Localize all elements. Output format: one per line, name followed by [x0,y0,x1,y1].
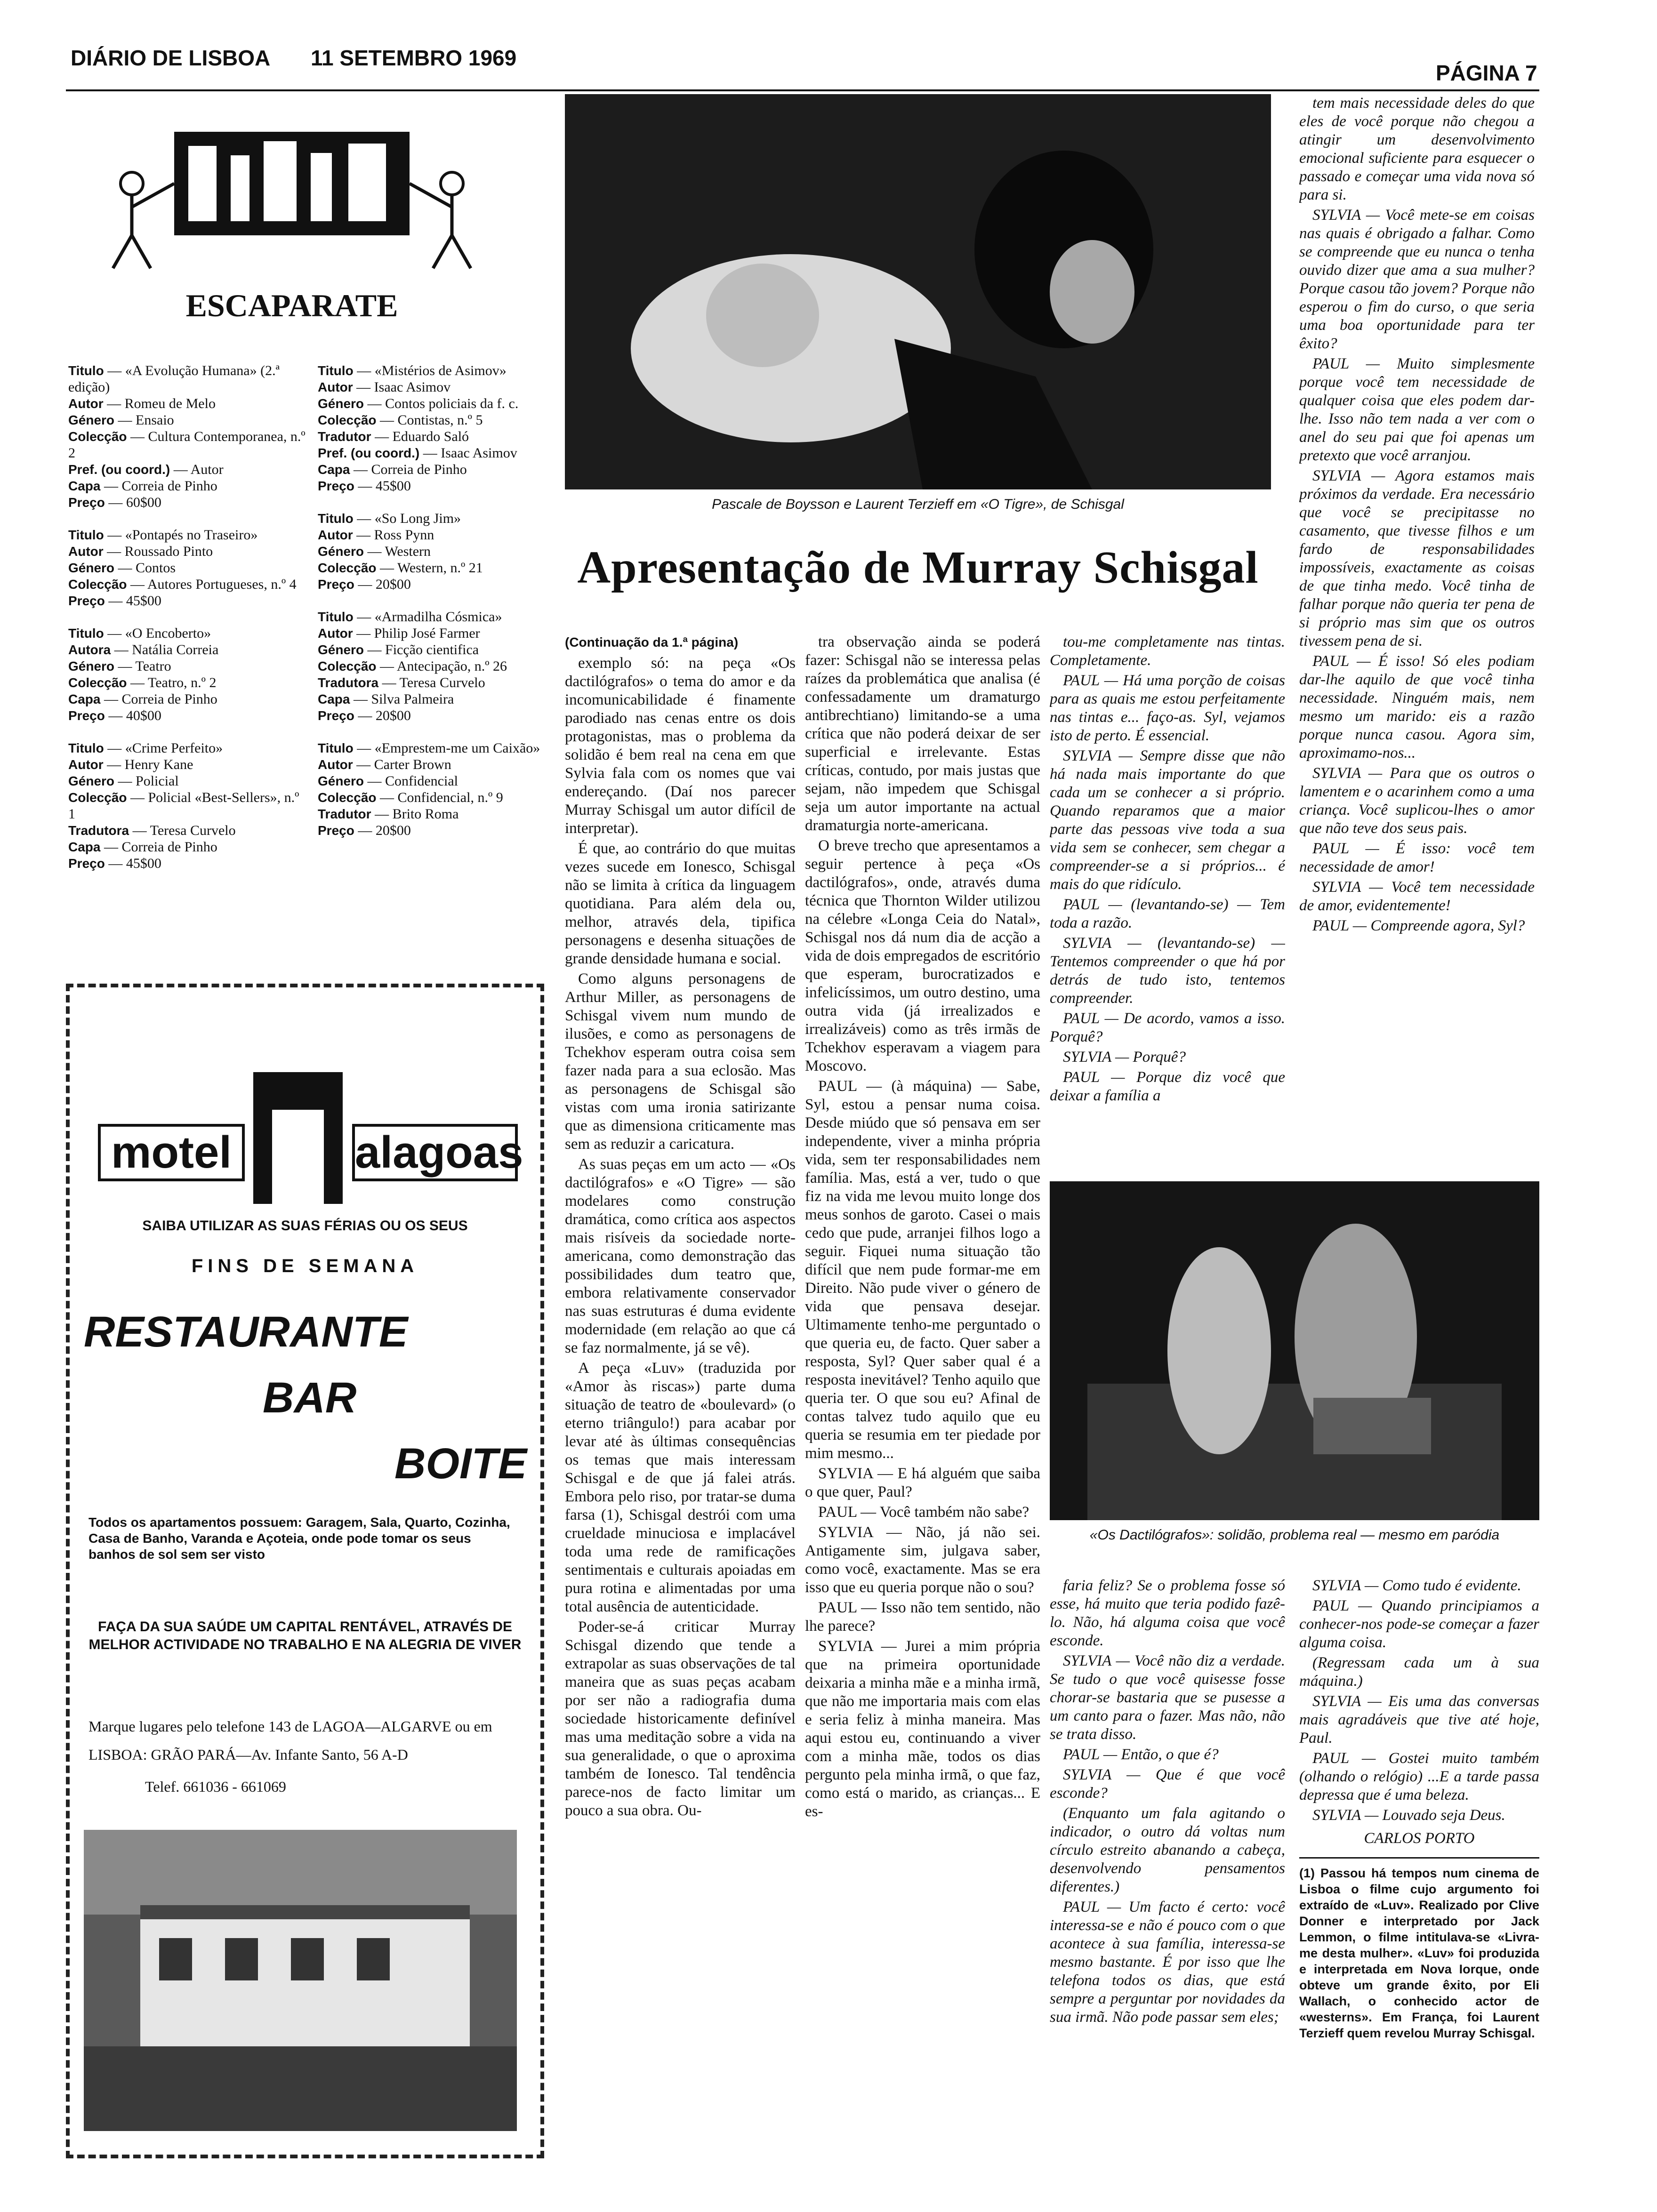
article-paragraph: É que, ao contrário do que muitas vezes sucede em Ionesco, Schisgal não se limita à crítica da linguagem quotidiana. Para além dela ou, melhor, através dela, tipifica personagens e desenha situações de grande densidade humana e social. [565,840,796,967]
footnote: (1) Passou há tempos num cinema de Lisboa o filme cujo argumento foi extraído de «Luv». Realizado por Clive Donner e interpretado por Jack Lemmon, o filme intitulava-se «Livra-me desta mulher». «Luv» foi produzida e interpretada em Nova Iorque, onde obteve um grande êxito, por Eli Wallach, o conhecido actor de «westerns». Em França, foi Laurent Terzieff quem revelou Murray Schisgal. [1299,1857,1539,2041]
book-entry-line: Género — Confidencial [318,773,458,789]
article-paragraph: tou-me completamente nas tintas. Completamente. [1050,633,1285,669]
article-column-3b [1050,1577,1285,2132]
column-3a-text [1050,633,1285,1105]
photo-o-tigre [565,94,1271,489]
article-paragraph: PAUL — Então, o que é? [1063,1746,1219,1763]
article-paragraph: PAUL — Um facto é certo: você interessa-se e não é pouco com o que acontece à sua família, interessa-se mesmo bastante. É por isso que lhe telefona todos os dias, que está sempre a perguntar por novidades da sua irmã. Não pode passar sem eles; [1050,1899,1285,2026]
book-entry [68,527,308,609]
book-entry-line: Capa — Correia de Pinho [68,691,217,707]
article-column-1 [565,633,796,2116]
column-1-text [565,654,796,1820]
book-entry [68,740,308,872]
article-paragraph: O breve trecho que apresentamos a seguir pertence à peça «Os dactilógrafos», onde, através duma técnica que Thornton Wilder utilizou na célebre «Longa Ceia do Natal», Schisgal nos dá num dia de acção a vida de dois empregados de escritório que esperam, burocratizados e infelicíssimos, um outro destino, uma outra vida (já irrealizados e irrealizáveis) como as três irmãs de Tchekhov esperavam a viagem para Moscovo. [805,837,1040,1074]
book-entry-line: Preço — 45$00 [68,856,161,871]
article-paragraph: (Regressam cada um à sua máquina.) [1299,1654,1539,1690]
article-paragraph: SYLVIA — Você tem necessidade de amor, evidentemente! [1299,879,1535,914]
book-entry-line: Colecção — Policial «Best-Sellers», n.º 1 [68,790,299,822]
article-paragraph: PAUL — (levantando-se) — Tem toda a razão. [1050,896,1285,931]
photo-o-tigre-caption: Pascale de Boysson e Laurent Terzieff em «O Tigre», de Schisgal [712,497,1124,512]
motel-photo [84,1830,517,2131]
newspaper-name: DIÁRIO DE LISBOA [71,46,271,70]
ad-bar: BAR [263,1374,357,1422]
book-entry-line: Titulo — «So Long Jim» [318,511,461,526]
book-entry-line: Tradutor — Brito Roma [318,806,459,822]
article-headline: Apresentação de Murray Schisgal [577,542,1259,593]
column-4b-text [1299,1577,1539,1825]
issue-date: 11 SETEMBRO 1969 [311,46,517,70]
book-entry-line: Colecção — Autores Portugueses, n.º 4 [68,577,297,592]
book-entry-line: Género — Policial [68,773,179,789]
logo-alagoas-text: alagoas [352,1124,518,1181]
book-entry-line: Pref. (ou coord.) — Isaac Asimov [318,445,517,461]
book-entry-line: Preço — 45$00 [318,478,411,494]
escaparate-illustration [85,113,499,282]
ad-boite: BOITE [394,1440,527,1488]
article-paragraph: PAUL — Gostei muito também (olhando o relógio) ...E a tarde passa depressa que é uma beleza. [1299,1750,1539,1803]
book-entry-line: Capa — Correia de Pinho [68,839,217,855]
logo-motel-text: motel [98,1124,245,1181]
book-entry-line: Preço — 40$00 [68,708,161,723]
article-paragraph: tra observação ainda se poderá fazer: Schisgal não se interessa pelas raízes da problemática que analisa (é confessadamente um dramaturgo antibrechtiano) limitando-se a uma crítica que não poderá deixar de ser superficial e irrelevante. Estas críticas, contudo, por mais justas que sejam, não impedem que Schisgal seja um autor importante na actual dramaturgia norte-americana. [805,633,1040,834]
book-entry-line: Autor — Isaac Asimov [318,379,451,395]
book-entry [318,362,553,494]
book-entry [318,609,553,724]
book-entry-line: Titulo — «A Evolução Humana» (2.ª edição) [68,363,280,395]
photo-dactilografos-caption: «Os Dactilógrafos»: solidão, problema real — mesmo em paródia [1089,1527,1500,1543]
article-paragraph: SYLVIA — Você mete-se em coisas nas quais é obrigado a falhar. Como se compreende que eu nunca o tenha ouvido dizer que ama a sua mulher? Porque casou tão jovem? Porque não esperou o fim do curso, o que seria uma boa oportunidade para ter êxito? [1299,207,1535,352]
book-entry-line: Capa — Correia de Pinho [68,478,217,494]
book-entry [318,510,553,593]
column-4a-text [1299,94,1535,935]
header-rule [66,89,1539,91]
book-entry-line: Preço — 20$00 [318,823,411,838]
book-entry-line: Autor — Philip José Farmer [318,625,480,641]
book-entry-line: Preço — 20$00 [318,708,411,723]
ad-apartments-text: Todos os apartamentos possuem: Garagem, Sala, Quarto, Cozinha, Casa de Banho, Varanda e Açoteia, onde pode tomar os seus banhos de sol sem ser visto [88,1515,510,1562]
ad-line-ferias: SAIBA UTILIZAR AS SUAS FÉRIAS OU OS SEUS [142,1218,468,1234]
book-entry-line: Capa — Correia de Pinho [318,462,467,477]
article-paragraph: SYLVIA — Sempre disse que não há nada mais importante do que cada um se conhecer a si próprio. Quando reparamos que a maior parte das pessoas vive toda a sua vida sem se conhecer, sem chegar a compreender-se a si próprios... é mais do que ridículo. [1050,747,1285,893]
book-entry-line: Género — Ensaio [68,412,174,428]
article-paragraph: Poder-se-á criticar Murray Schisgal dizendo que tende a extrapolar as suas observações de tal maneira que as suas peças acabam por ser não a radiografia duma sociedade historicamente definível mas uma meditação sobre a vida na sua generalidade, o que o aproxima também de Ionesco. Tal tendência parece-nos de facto limitar um pouco a sua obra. Ou- [565,1619,796,1819]
ad-restaurante: RESTAURANTE [84,1308,408,1356]
book-entry-line: Tradutora — Teresa Curvelo [68,823,236,838]
article-paragraph: tem mais necessidade deles do que eles de você porque não chegou a atingir um desenvolvimento emocional suficiente para esquecer o passado e começar uma vida nova só para si. [1299,95,1535,203]
book-entry-line: Tradutora — Teresa Curvelo [318,675,485,690]
author-name: CARLOS PORTO [1364,1830,1475,1847]
motel-logo [98,1072,523,1204]
article-paragraph: SYLVIA — Não, já não sei. Antigamente sim, julgava saber, como você, exactamente. Mas se era isso que eu queria porque não o sou? [805,1524,1040,1596]
escaparate-title: ESCAPARATE [185,288,398,323]
book-entry-line: Autor — Roussado Pinto [68,544,213,559]
book-entry-line: Tradutor — Eduardo Saló [318,429,469,444]
book-entry-line: Titulo — «Crime Perfeito» [68,740,223,756]
motel-alagoas-ad [66,984,544,2158]
escaparate-left-column [68,362,308,888]
article-paragraph: SYLVIA — Que é que você esconde? [1050,1766,1285,1802]
book-entry [68,362,308,511]
ad-phones: Telef. 661036 - 661069 [145,1778,286,1795]
book-entry-line: Preço — 60$00 [68,495,161,510]
article-paragraph: SYLVIA — Para que os outros o lamentem e o acarinhem como a uma criança. Você suplicou-lhes o amor que não teve dos seus pais. [1299,765,1535,837]
book-entry-line: Autor — Romeu de Melo [68,396,216,411]
book-entry-line: Capa — Silva Palmeira [318,691,454,707]
article-column-3a [1050,633,1285,1174]
article-paragraph: PAUL — De acordo, vamos a isso. Porquê? [1050,1010,1285,1045]
book-entry-line: Colecção — Contistas, n.º 5 [318,412,483,428]
article-paragraph: SYLVIA — Como tudo é evidente. [1312,1577,1521,1594]
article-column-4a [1299,94,1535,1177]
article-paragraph: exemplo só: na peça «Os dactilógrafos» o tema do amor e da incomunicabilidade é finamente parodiado nas cenas entre os dois protagonistas, mas o problema da solidão é bem real na cena em que Sylvia fala com os nomes que vai endereçando. (Daí nos parecer Murray Schisgal um autor difícil de interpretar). [565,655,796,837]
article-paragraph: SYLVIA — Você não diz a verdade. Se tudo o que você quisesse fosse chorar-se bastaria que se pusesse a um canto para o fazer. Mas não, não se trata disso. [1050,1652,1285,1743]
ad-line-fins-semana: FINS DE SEMANA [191,1256,419,1276]
book-entry-line: Colecção — Cultura Contemporanea, n.º 2 [68,429,306,461]
article-paragraph: A peça «Luv» (traduzida por «Amor às riscas») parte duma situação de teatro de «boulevard» (o eterno triângulo!) para acabar por levar até às últimas consequências os temas que mais interessam Schisgal e de que já falei atrás. Embora pelo riso, por tratar-se duma farsa (1), Schisgal destrói com uma crueldade minuciosa e implacável toda uma rede de ramificações sentimentais e culturais apoiadas em pura rotina e alimentadas por uma total ausência de autenticidade. [565,1360,796,1615]
photo-dactilografos [1050,1181,1539,1520]
book-entry-line: Pref. (ou coord.) — Autor [68,462,224,477]
article-paragraph: SYLVIA — Agora estamos mais próximos da verdade. Era necessário que você se precipitasse no casamento, que tivesse filhos e um fardo de responsabilidades impossíveis, exactamente as coisas de que tinha medo. Você tinha de falhar porque não queria ter pena de si próprio mas sim que os outros tivessem pena de si. [1299,467,1535,649]
book-entry-line: Colecção — Antecipação, n.º 26 [318,658,507,674]
book-entry-line: Titulo — «Pontapés no Traseiro» [68,527,258,543]
article-paragraph: (Enquanto um fala agitando o indicador, o outro dá voltas num círculo estreito abanando a cabeça, desenvolvendo pensamentos diferentes.) [1050,1805,1285,1895]
article-paragraph: SYLVIA — (levantando-se) — Tentemos compreender o que há por detrás de tudo isto, tentemos compreender. [1050,935,1285,1007]
book-entry-line: Colecção — Teatro, n.º 2 [68,675,217,690]
book-entry-line: Titulo — «Emprestem-me um Caixão» [318,740,540,756]
book-entry-line: Autor — Henry Kane [68,757,193,772]
article-paragraph: PAUL — Muito simplesmente porque você tem necessidade de qualquer coisa que eles podem dar-lhe. Isso não tem nada a ver com o anel do seu pai que foi apenas um pretexto que você arranjou. [1299,355,1535,464]
book-entry-line: Titulo — «Mistérios de Asimov» [318,363,507,378]
book-entry-line: Titulo — «Armadilha Cósmica» [318,609,502,625]
article-paragraph: SYLVIA — Porquê? [1063,1049,1186,1066]
book-entry-line: Preço — 20$00 [318,577,411,592]
book-entry [68,625,308,724]
article-paragraph: PAUL — Compreende agora, Syl? [1312,917,1525,934]
book-entry-line: Colecção — Western, n.º 21 [318,560,483,576]
article-paragraph: faria feliz? Se o problema fosse só esse, há muito que teria podido fazê-lo. Não, há alguma coisa que você esconde. [1050,1577,1285,1649]
article-column-2 [805,633,1040,2116]
book-entry-line: Género — Western [318,544,431,559]
ad-contact-text: Marque lugares pelo telefone 143 de LAGOA—ALGARVE ou em LISBOA: GRÃO PARÁ—Av. Infante Santo, 56 A-D [88,1718,492,1763]
book-entry-line: Género — Teatro [68,658,171,674]
article-paragraph: SYLVIA — Jurei a mim própria que na primeira oportunidade deixaria a minha mãe e a minha irmã, que não me importaria mais com elas e seria feliz à minha maneira. Mas aqui estou eu, continuando a viver com a minha mãe, todos os dias pergunto pela minha irmã, o que faz, como está o marido, as crianças... E es- [805,1638,1040,1820]
continuation-note: (Continuação da 1.ª página) [565,635,739,649]
article-paragraph: PAUL — Há uma porção de coisas para as quais me estou perfeitamente nas tintas e... faço-as. Syl, vejamos isto de perto. É essencial. [1050,672,1285,744]
article-paragraph: PAUL — É isso: você tem necessidade de amor! [1299,840,1535,875]
article-paragraph: PAUL — (à máquina) — Sabe, Syl, estou a pensar numa coisa. Desde miúdo que só pensava em ser independente, viver a minha própria vida, sem ter responsabilidades nem família. Mas, está a ver, tudo o que fiz na vida me levou muito longe dos meus sonhos de garoto. Casei o mais cedo que pude, arranjei filhos logo a seguir. Fiquei numa situação tão difícil que nem pude formar-me em Direito. Não pude viver o género de vida que pensava desejar. Ultimamente tenho-me perguntado o que queria eu, de facto. Quer saber a resposta, Syl? Quer saber qual é a resposta inevitável? Tenho aquilo que queria ter. O que sou eu? Afinal de contas talvez tudo aquilo que eu queria se resumia em ter piedade por mim mesmo... [805,1078,1040,1462]
book-entry-line: Género — Contos policiais da f. c. [318,396,519,411]
page-number: PÁGINA 7 [1436,61,1537,85]
article-paragraph: PAUL — Isso não tem sentido, não lhe parece? [805,1599,1040,1635]
article-paragraph: As suas peças em um acto — «Os dactilógrafos» e «O Tigre» — são modelares como construção dramática, como crítica aos aspectos mais risíveis da sociedade norte-americana, como demonstração das possibilidades dum teatro que, embora relativamente conservador nas suas estruturas é duma evidente modernidade (em relação ao que cá se faz normalmente, já se vê). [565,1156,796,1356]
article-paragraph: SYLVIA — Eis uma das conversas mais agradáveis que tive até hoje, Paul. [1299,1693,1539,1747]
book-entry-line: Colecção — Confidencial, n.º 9 [318,790,503,805]
article-paragraph: PAUL — É isso! Só eles podiam dar-lhe aquilo de que você tinha necessidade. Ninguém mais, nem mesmo um marido: eis a razão porque nunca casou. Agora sim, aproximamo-nos... [1299,653,1535,761]
article-paragraph: PAUL — Você também não sabe? [818,1504,1030,1521]
book-entry-line: Género — Contos [68,560,176,576]
book-entry [318,740,553,839]
escaparate-right-column [318,362,553,855]
article-column-4b [1299,1577,1539,2141]
article-paragraph: Como alguns personagens de Arthur Miller, as personagens de Schisgal vivem num mundo de ilusões, e como as personagens de Tchekhov esperam outra coisa sem fazer nada para a sua eclosão. Mas as personagens de Schisgal são vistas com uma ironia satirizante que as dimensiona criticamente mas sem as reduzir a caricatura. [565,970,796,1153]
ad-health-text: FAÇA DA SUA SAÚDE UM CAPITAL RENTÁVEL, ATRAVÉS DE MELHOR ACTIVIDADE NO TRABALHO E NA ALEGRIA DE VIVER [88,1619,522,1652]
column-2-text [805,633,1040,1821]
article-paragraph: PAUL — Quando principiamos a conhecer-nos pode-se começar a fazer alguma coisa. [1299,1597,1539,1651]
book-entry-line: Titulo — «O Encoberto» [68,625,211,641]
article-paragraph: PAUL — Porque diz você que deixar a família a [1050,1069,1285,1104]
book-entry-line: Autor — Carter Brown [318,757,451,772]
article-paragraph: SYLVIA — E há alguém que saiba o que quer, Paul? [805,1465,1040,1500]
book-entry-line: Preço — 45$00 [68,593,161,609]
article-paragraph: SYLVIA — Louvado seja Deus. [1312,1807,1505,1824]
column-3b-text [1050,1577,1285,2027]
book-entry-line: Autora — Natália Correia [68,642,219,657]
book-entry-line: Género — Ficção cientifica [318,642,479,657]
book-entry-line: Autor — Ross Pynn [318,527,434,543]
